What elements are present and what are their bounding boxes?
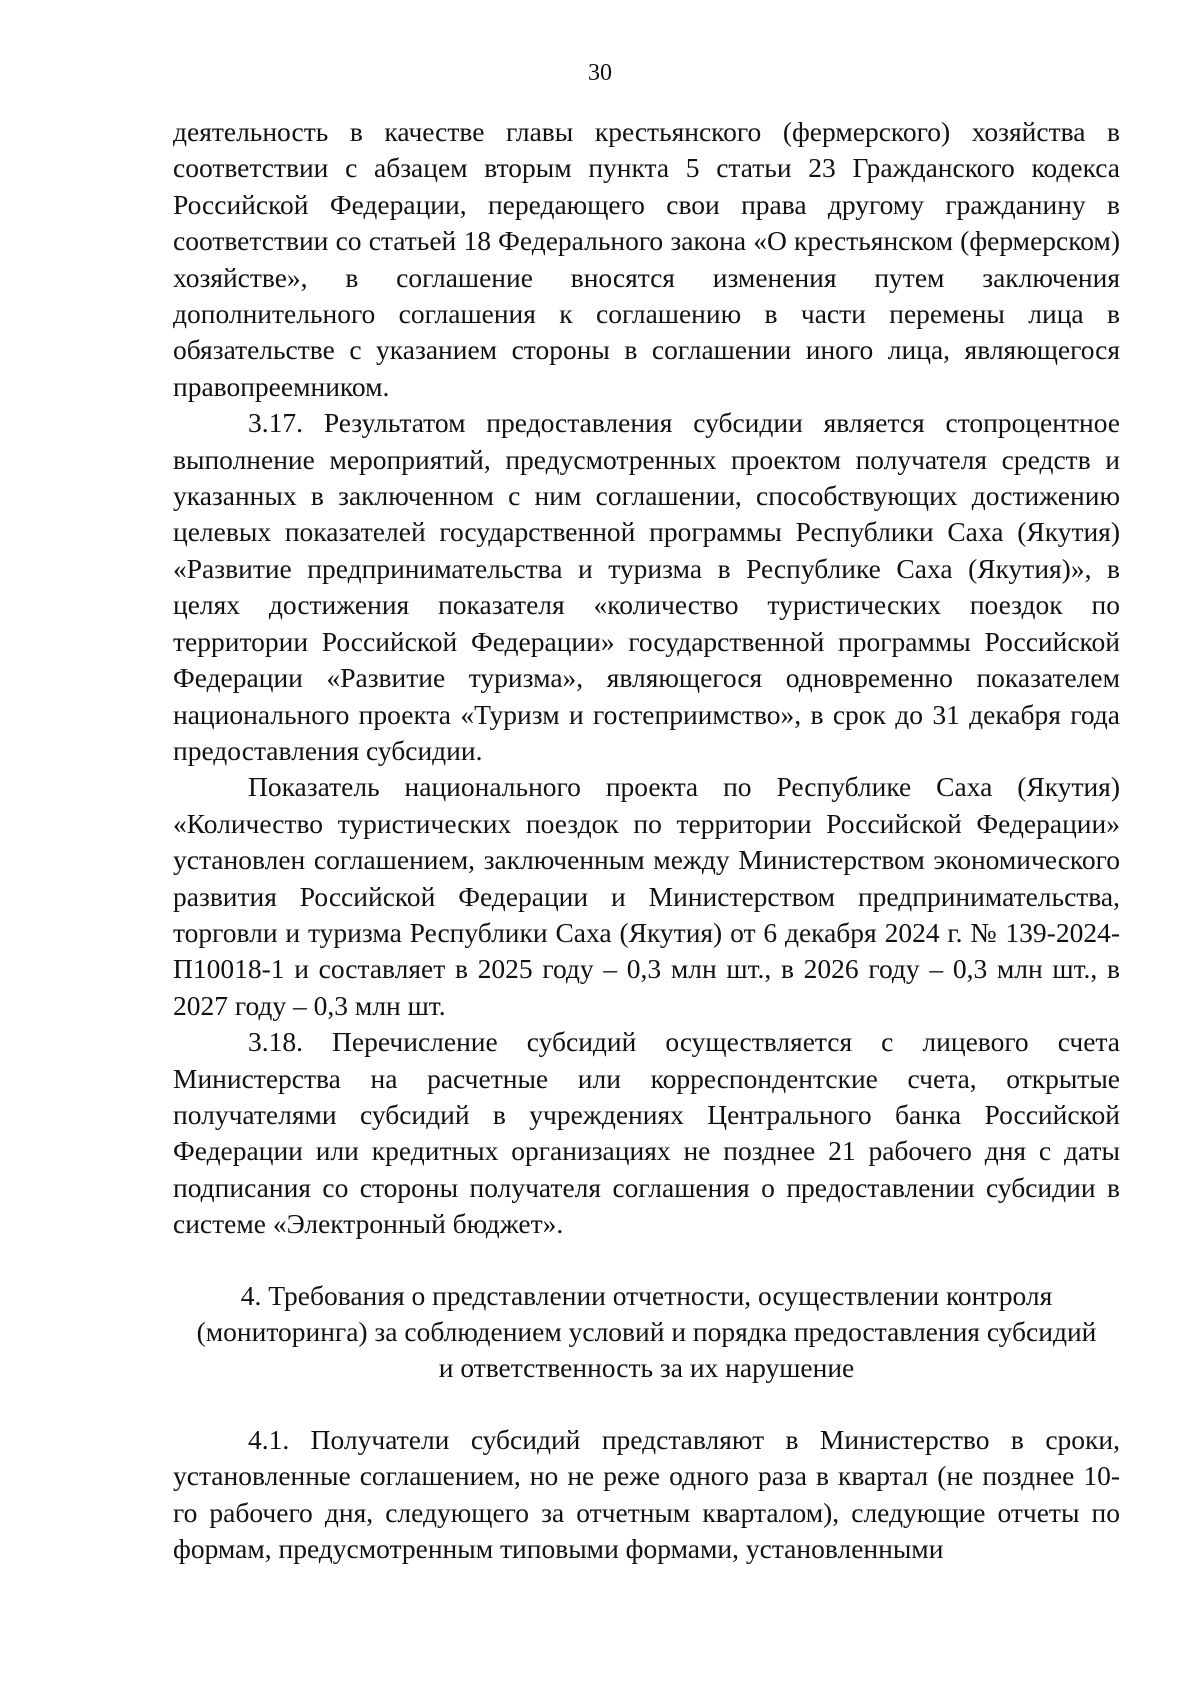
section-heading-line: 4. Требования о представлении отчетности, осуществлении контроля [240, 1279, 1053, 1311]
paragraph-4-1: 4.1. Получатели субсидий представляют в Министерство в сроки, установленные соглашением, но не реже одного раза в квартал (не позднее 10-го рабочего дня, следующего за отчетным кварталом), следующие отчеты по формам, предусмотренным типовыми формами, установленными [173, 1423, 1120, 1565]
section-heading-line: (мониторинга) за соблюдением условий и порядка предоставления субсидий [196, 1316, 1097, 1347]
paragraph-continuation: деятельность в качестве главы крестьянского (фермерского) хозяйства в соответствии с абзацем вторым пункта 5 статьи 23 Гражданского кодекса Российской Федерации, передающего свои права другому гражданину в соответствии со статьей 18 Федерального закона «О крестьянском (фермерском) хозяйстве», в соглашение вносятся изменения путем заключения дополнительного соглашения к соглашению в части перемены лица в обязательстве с указанием стороны в соглашении иного лица, являющегося правопреемником. [173, 116, 1120, 402]
paragraph-indicator: Показатель национального проекта по Республике Саха (Якутия) «Количество туристических поездок по территории Российской Федерации» установлен соглашением, заключенным между Министерством экономического развития Российской Федерации и Министерством предпринимательства, торговли и туризма Республики Саха (Якутия) от 6 декабря 2024 г. № 139-2024-П10018-1 и составляет в 2025 году – 0,3 млн шт., в 2026 году – 0,3 млн шт., в 2027 году – 0,3 млн шт. [173, 771, 1120, 1021]
paragraph-3-18: 3.18. Перечисление субсидий осуществляется с лицевого счета Министерства на расчетные или корреспондентские счета, открытые получателями субсидий в учреждениях Центрального банка Российской Федерации или кредитных организациях не позднее 21 рабочего дня с даты подписания со стороны получателя соглашения о предоставлении субсидии в системе «Электронный бюджет». [173, 1026, 1120, 1240]
document-body [173, 114, 1120, 1567]
page-number: 30 [588, 60, 612, 86]
paragraph-3-17: 3.17. Результатом предоставления субсидии является стопроцентное выполнение мероприятий, предусмотренных проектом получателя средств и указанных в заключенном с ним соглашении, способствующих достижению целевых показателей государственной программы Республики Саха (Якутия) «Развитие предпринимательства и туризма в Республике Саха (Якутия)», в целях достижения показателя «количество туристических поездок по территории Российской Федерации» государственной программы Российской Федерации «Развитие туризма», являющегося одновременно показателем национального проекта «Туризм и гостеприимство», в срок до 31 декабря года предоставления субсидии. [173, 407, 1120, 766]
section-heading-line: и ответственность за их нарушение [438, 1352, 855, 1384]
section-heading-4 [173, 1278, 1120, 1387]
